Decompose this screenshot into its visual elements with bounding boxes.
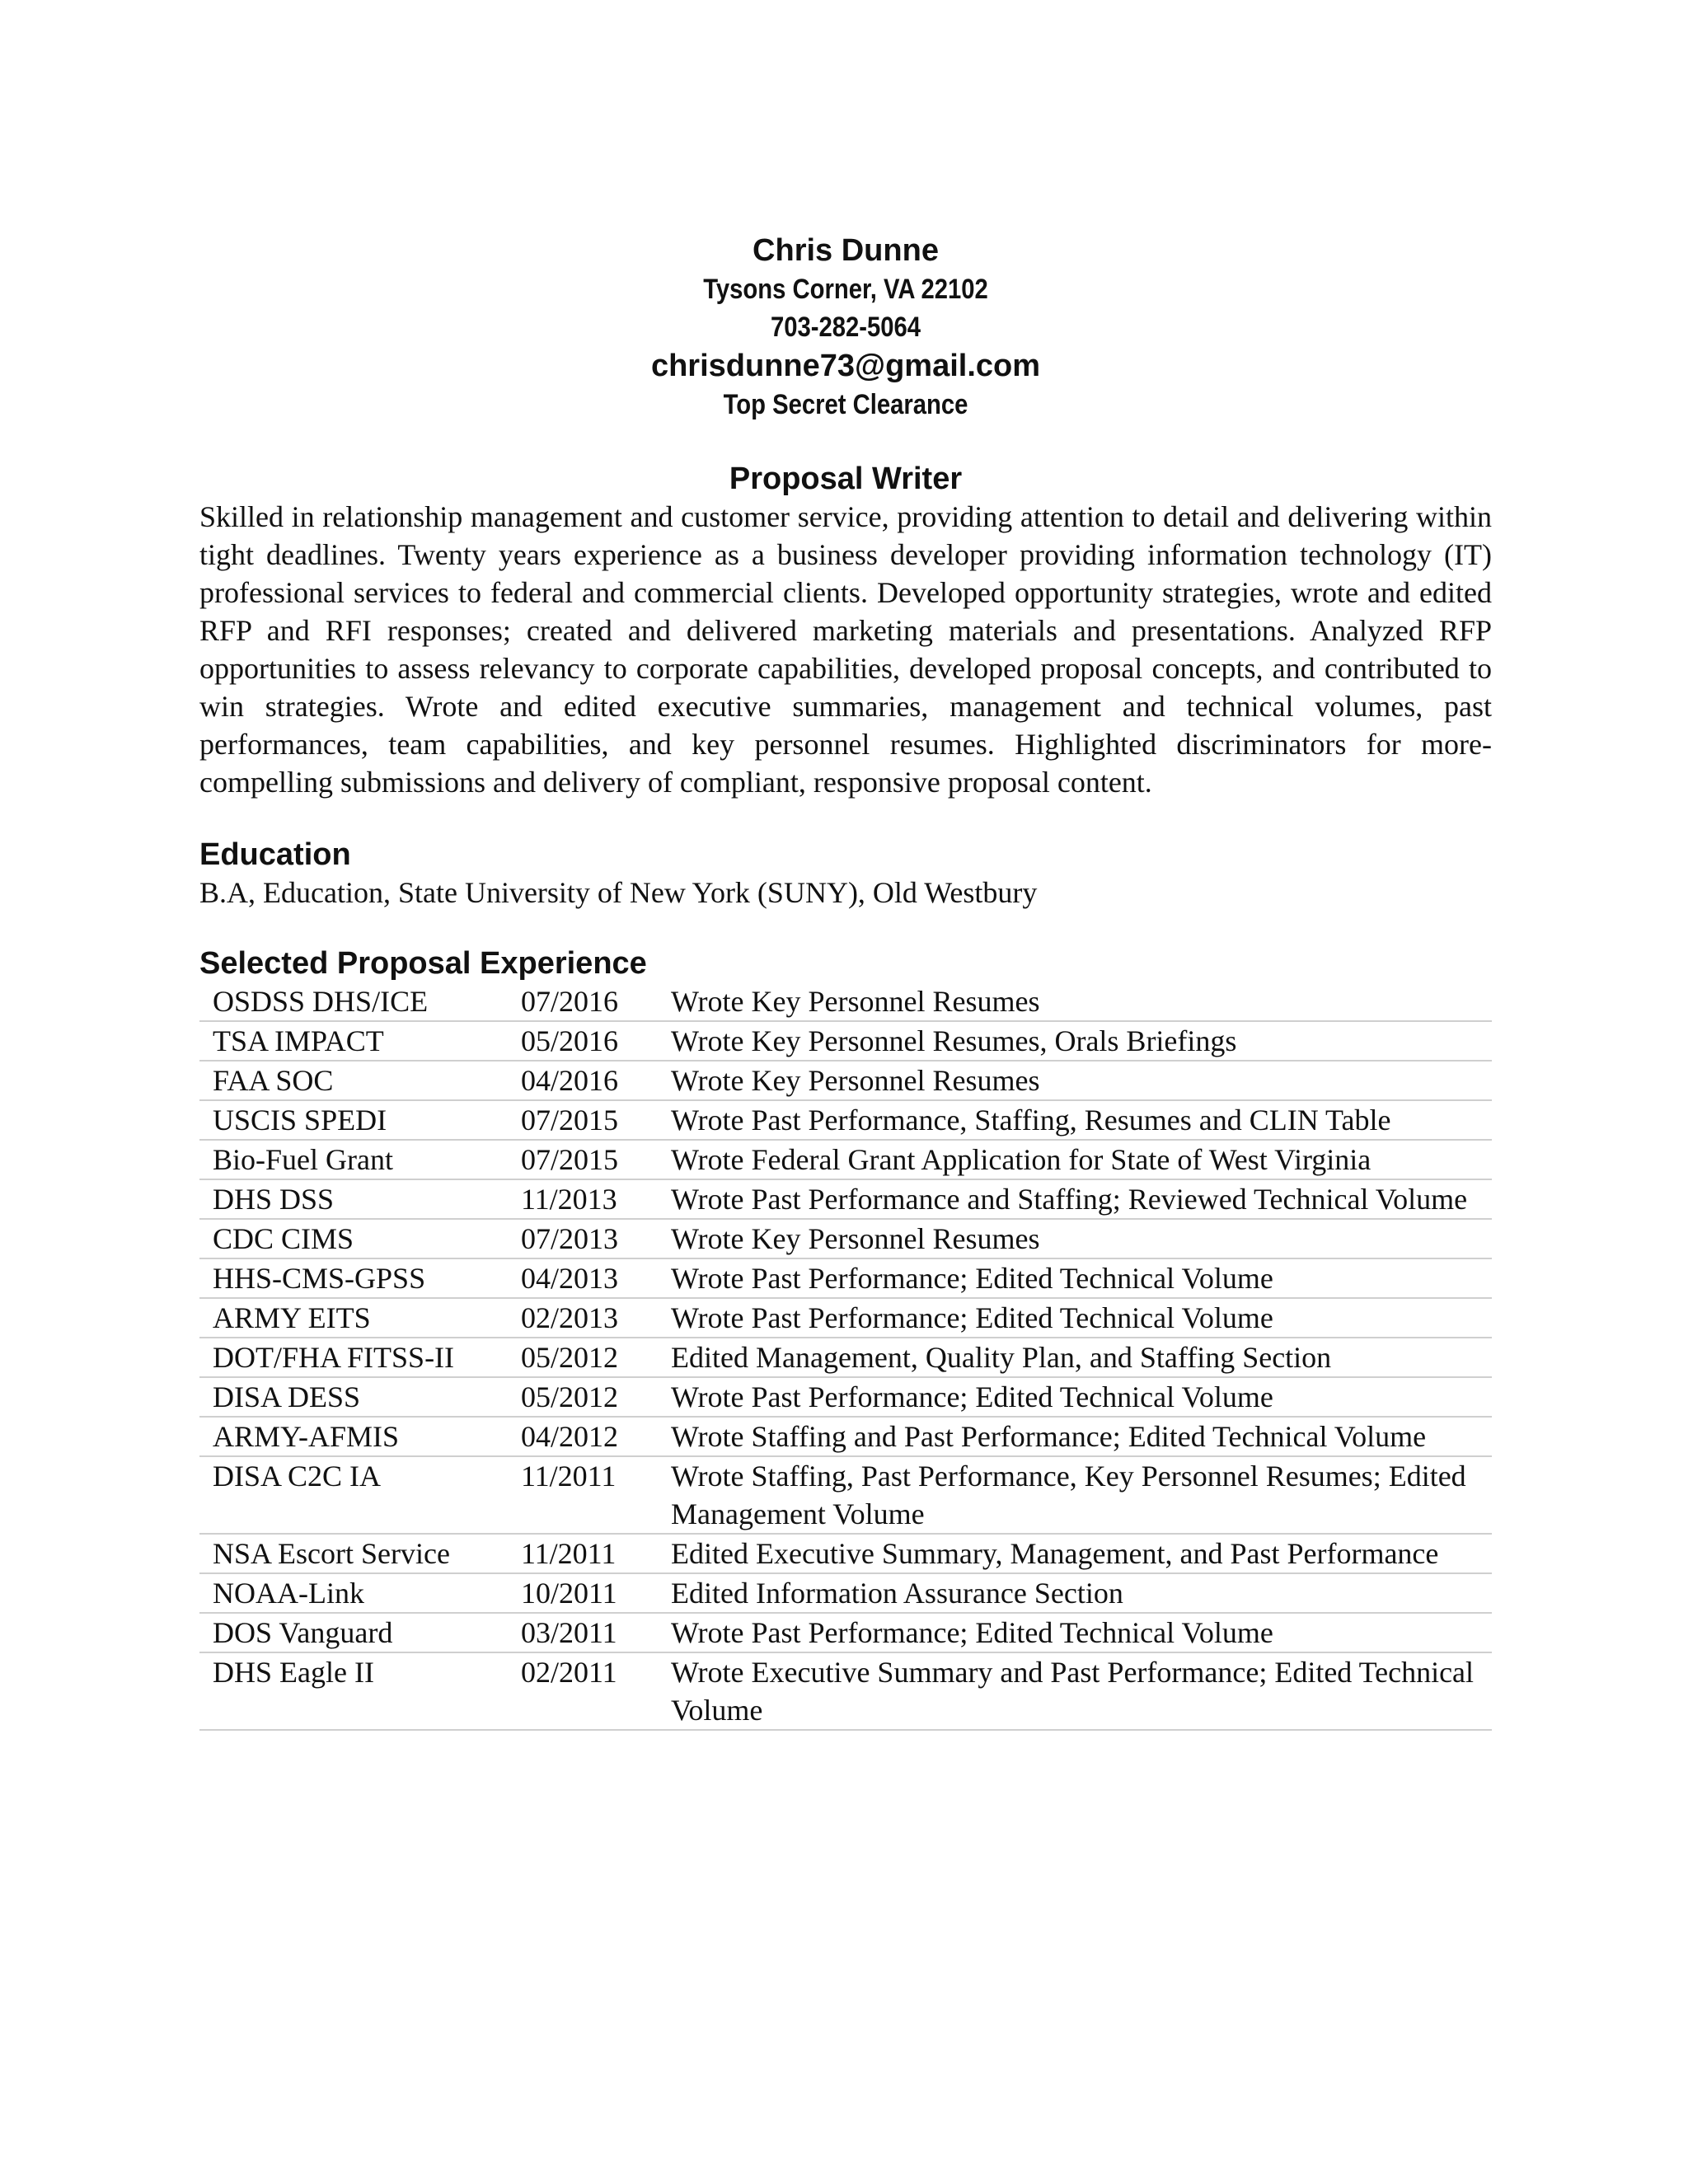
description-cell: Wrote Past Performance; Edited Technical Volume [671, 1258, 1492, 1298]
project-cell: DOT/FHA FITSS-II [199, 1338, 521, 1377]
candidate-email: chrisdunne73@gmail.com [650, 349, 1041, 383]
project-cell: HHS-CMS-GPSS [199, 1258, 521, 1298]
project-cell: CDC CIMS [199, 1219, 521, 1258]
table-row [199, 1021, 1492, 1061]
candidate-clearance: Top Secret Clearance [723, 389, 968, 420]
date-cell: 05/2016 [521, 1021, 671, 1061]
education-entry: B.A, Education, State University of New York (SUNY), Old Westbury [199, 876, 1038, 909]
date-cell: 04/2013 [521, 1258, 671, 1298]
project-cell: DHS Eagle II [199, 1652, 521, 1730]
description-cell: Wrote Past Performance; Edited Technical Volume [671, 1613, 1492, 1652]
table-row [199, 1456, 1492, 1534]
project-cell: ARMY-AFMIS [199, 1417, 521, 1456]
date-cell: 07/2015 [521, 1140, 671, 1179]
description-cell: Wrote Past Performance and Staffing; Reviewed Technical Volume [671, 1179, 1492, 1219]
date-cell: 05/2012 [521, 1338, 671, 1377]
table-row [199, 1179, 1492, 1219]
description-cell: Wrote Past Performance; Edited Technical Volume [671, 1298, 1492, 1338]
experience-table-body [199, 982, 1492, 1730]
date-cell: 05/2012 [521, 1377, 671, 1417]
table-row [199, 1377, 1492, 1417]
project-cell: TSA IMPACT [199, 1021, 521, 1061]
project-cell: FAA SOC [199, 1061, 521, 1100]
date-cell: 10/2011 [521, 1573, 671, 1613]
table-row [199, 1258, 1492, 1298]
table-row [199, 1573, 1492, 1613]
education-title: Education [199, 837, 351, 872]
project-cell: DISA DESS [199, 1377, 521, 1417]
date-cell: 02/2011 [521, 1652, 671, 1730]
description-cell: Wrote Past Performance; Edited Technical Volume [671, 1377, 1492, 1417]
project-cell: ARMY EITS [199, 1298, 521, 1338]
date-cell: 11/2013 [521, 1179, 671, 1219]
experience-table [199, 982, 1492, 1731]
date-cell: 02/2013 [521, 1298, 671, 1338]
table-row [199, 1534, 1492, 1573]
project-cell: USCIS SPEDI [199, 1100, 521, 1140]
description-cell: Wrote Staffing, Past Performance, Key Personnel Resumes; Edited Management Volume [671, 1456, 1492, 1534]
table-row [199, 1652, 1492, 1730]
description-cell: Wrote Key Personnel Resumes [671, 1061, 1492, 1100]
project-cell: DOS Vanguard [199, 1613, 521, 1652]
project-cell: DISA C2C IA [199, 1456, 521, 1534]
description-cell: Wrote Executive Summary and Past Performance; Edited Technical Volume [671, 1652, 1492, 1730]
date-cell: 03/2011 [521, 1613, 671, 1652]
description-cell: Wrote Federal Grant Application for State of West Virginia [671, 1140, 1492, 1179]
table-row [199, 1613, 1492, 1652]
project-cell: Bio-Fuel Grant [199, 1140, 521, 1179]
project-cell: NSA Escort Service [199, 1534, 521, 1573]
date-cell: 04/2016 [521, 1061, 671, 1100]
description-cell: Edited Management, Quality Plan, and Staffing Section [671, 1338, 1492, 1377]
table-row [199, 1298, 1492, 1338]
project-cell: NOAA-Link [199, 1573, 521, 1613]
description-cell: Edited Information Assurance Section [671, 1573, 1492, 1613]
table-row [199, 1140, 1492, 1179]
description-cell: Wrote Past Performance, Staffing, Resumes and CLIN Table [671, 1100, 1492, 1140]
candidate-phone: 703-282-5064 [770, 312, 921, 343]
date-cell: 07/2015 [521, 1100, 671, 1140]
description-cell: Edited Executive Summary, Management, and Past Performance [671, 1534, 1492, 1573]
description-cell: Wrote Key Personnel Resumes [671, 1219, 1492, 1258]
table-row [199, 1417, 1492, 1456]
table-row [199, 1338, 1492, 1377]
date-cell: 07/2013 [521, 1219, 671, 1258]
description-cell: Wrote Key Personnel Resumes [671, 982, 1492, 1021]
table-row [199, 982, 1492, 1021]
candidate-name: Chris Dunne [753, 233, 939, 268]
experience-title: Selected Proposal Experience [199, 946, 647, 981]
profile-title: Proposal Writer [729, 462, 963, 496]
table-row [199, 1100, 1492, 1140]
resume-page [199, 231, 1492, 1731]
project-cell: DHS DSS [199, 1179, 521, 1219]
date-cell: 11/2011 [521, 1534, 671, 1573]
project-cell: OSDSS DHS/ICE [199, 982, 521, 1021]
date-cell: 11/2011 [521, 1456, 671, 1534]
table-row [199, 1061, 1492, 1100]
table-row [199, 1219, 1492, 1258]
profile-summary: Skilled in relationship management and customer service, providing attention to detail and delivering within tight deadlines. Twenty years experience as a business developer providing information technology (IT) professional services to federal and commercial clients. Developed opportunity strategies, wrote and edited RFP and RFI responses; created and delivered marketing materials and presentations. Analyzed RFP opportunities to assess relevancy to corporate capabilities, developed proposal concepts, and contributed to win strategies. Wrote and edited executive summaries, management and technical volumes, past performances, team capabilities, and key personnel resumes. Highlighted discriminators for more-compelling submissions and delivery of compliant, responsive proposal content. [199, 500, 1492, 799]
candidate-location: Tysons Corner, VA 22102 [703, 274, 988, 305]
date-cell: 04/2012 [521, 1417, 671, 1456]
resume-header [199, 231, 1492, 424]
date-cell: 07/2016 [521, 982, 671, 1021]
description-cell: Wrote Staffing and Past Performance; Edited Technical Volume [671, 1417, 1492, 1456]
description-cell: Wrote Key Personnel Resumes, Orals Briefings [671, 1021, 1492, 1061]
